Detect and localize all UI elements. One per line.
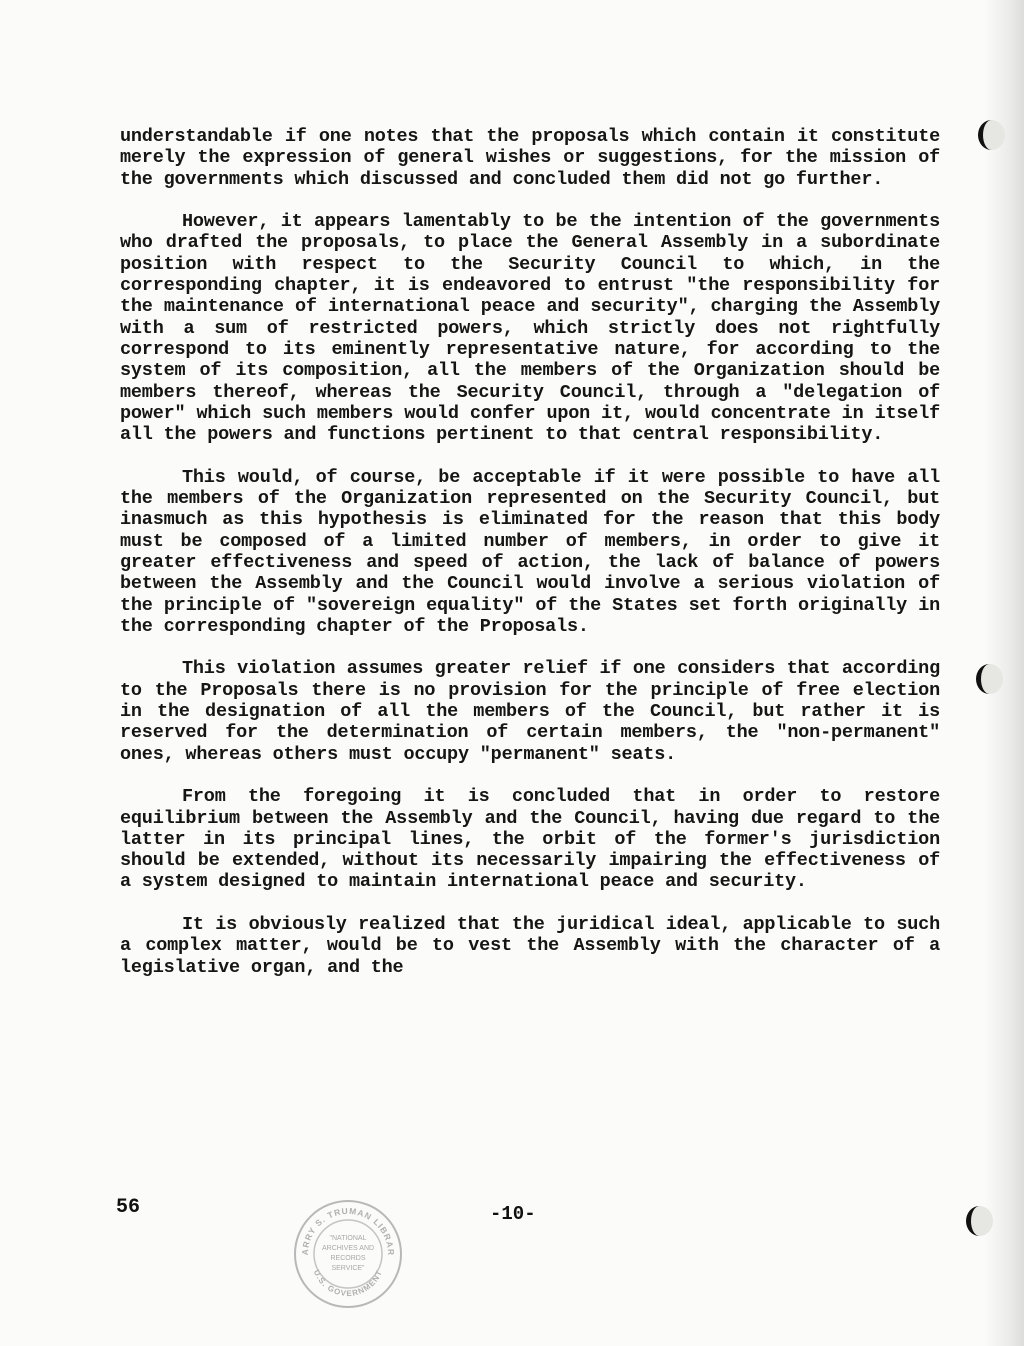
paragraph-3: This would, of course, be acceptable if it were possible to have all the members of the Organization represented on the Security Council, but inasmuch as this hypothesis is eliminated for the reason that this body must be composed of a limited number of members, in order to give it greater effectiveness and speed of action, the lack of balance of powers between the Assembly and the Council would involve a serious violation of the principle of "sovereign equality" of the States set forth originally in the corresponding chapter of the Proposals.: [120, 466, 940, 637]
footer-archive-number: 56: [116, 1196, 141, 1219]
archive-seal-icon: [292, 1198, 404, 1310]
binder-hole-bottom: [966, 1206, 993, 1236]
svg-text:U.S. GOVERNMENT: [312, 1268, 384, 1298]
binder-hole-top: [978, 120, 1005, 150]
binder-hole-middle: [976, 664, 1003, 694]
paragraph-1: understandable if one notes that the proposals which contain it constitute merely the expression of general wishes or suggestions, for the mission of the governments which discussed and concluded them did not go further.: [120, 126, 940, 190]
stamp-line-2: ARCHIVES AND: [321, 1245, 375, 1252]
archive-seal-stamp: [292, 1198, 404, 1310]
paragraph-2: However, it appears lamentably to be the intention of the governments who drafted the proposals, to place the General Assembly in a subordinate position with respect to the Security Council to which, in the corresponding chapter, it is endeavored to entrust "the responsibility for the maintenance of international peace and security", charging the Assembly with a sum of restricted powers, which strictly does not rightfully correspond to its eminently representative nature, for according to the system of its composition, all the members of the Organization should be members thereof, whereas the Security Council, through a "delegation of power" which such members would confer upon it, would concentrate in itself all the powers and functions pertinent to that central responsibility.: [120, 211, 940, 446]
stamp-bottom-arc: U.S. GOVERNMENT: [311, 1268, 385, 1299]
document-body: [120, 126, 940, 999]
stamp-line-1: "NATIONAL: [329, 1235, 367, 1242]
stamp-line-4: SERVICE": [331, 1265, 365, 1272]
paragraph-4: This violation assumes greater relief if one considers that according to the Proposals there is no provision for the principle of free election in the designation of all the members of the Council, but rather it is reserved for the determination of certain members, the "non-permanent" ones, whereas others must occupy "permanent" seats.: [120, 658, 940, 765]
paragraph-6: It is obviously realized that the juridical ideal, applicable to such a complex matter, would be to vest the Assembly with the character of a legislative organ, and the: [120, 913, 940, 978]
stamp-top-arc: ARRY S. TRUMAN LIBRAR: [299, 1205, 397, 1256]
paragraph-5: From the foregoing it is concluded that in order to restore equilibrium between the Assembly and the Council, having due regard to the latter in its principal lines, the orbit of the former's jurisdiction should be extended, without its necessarily impairing the effectiveness of a system designed to maintain international peace and security.: [120, 786, 940, 893]
stamp-line-3: RECORDS: [330, 1255, 366, 1262]
page-number: -10-: [490, 1203, 536, 1225]
